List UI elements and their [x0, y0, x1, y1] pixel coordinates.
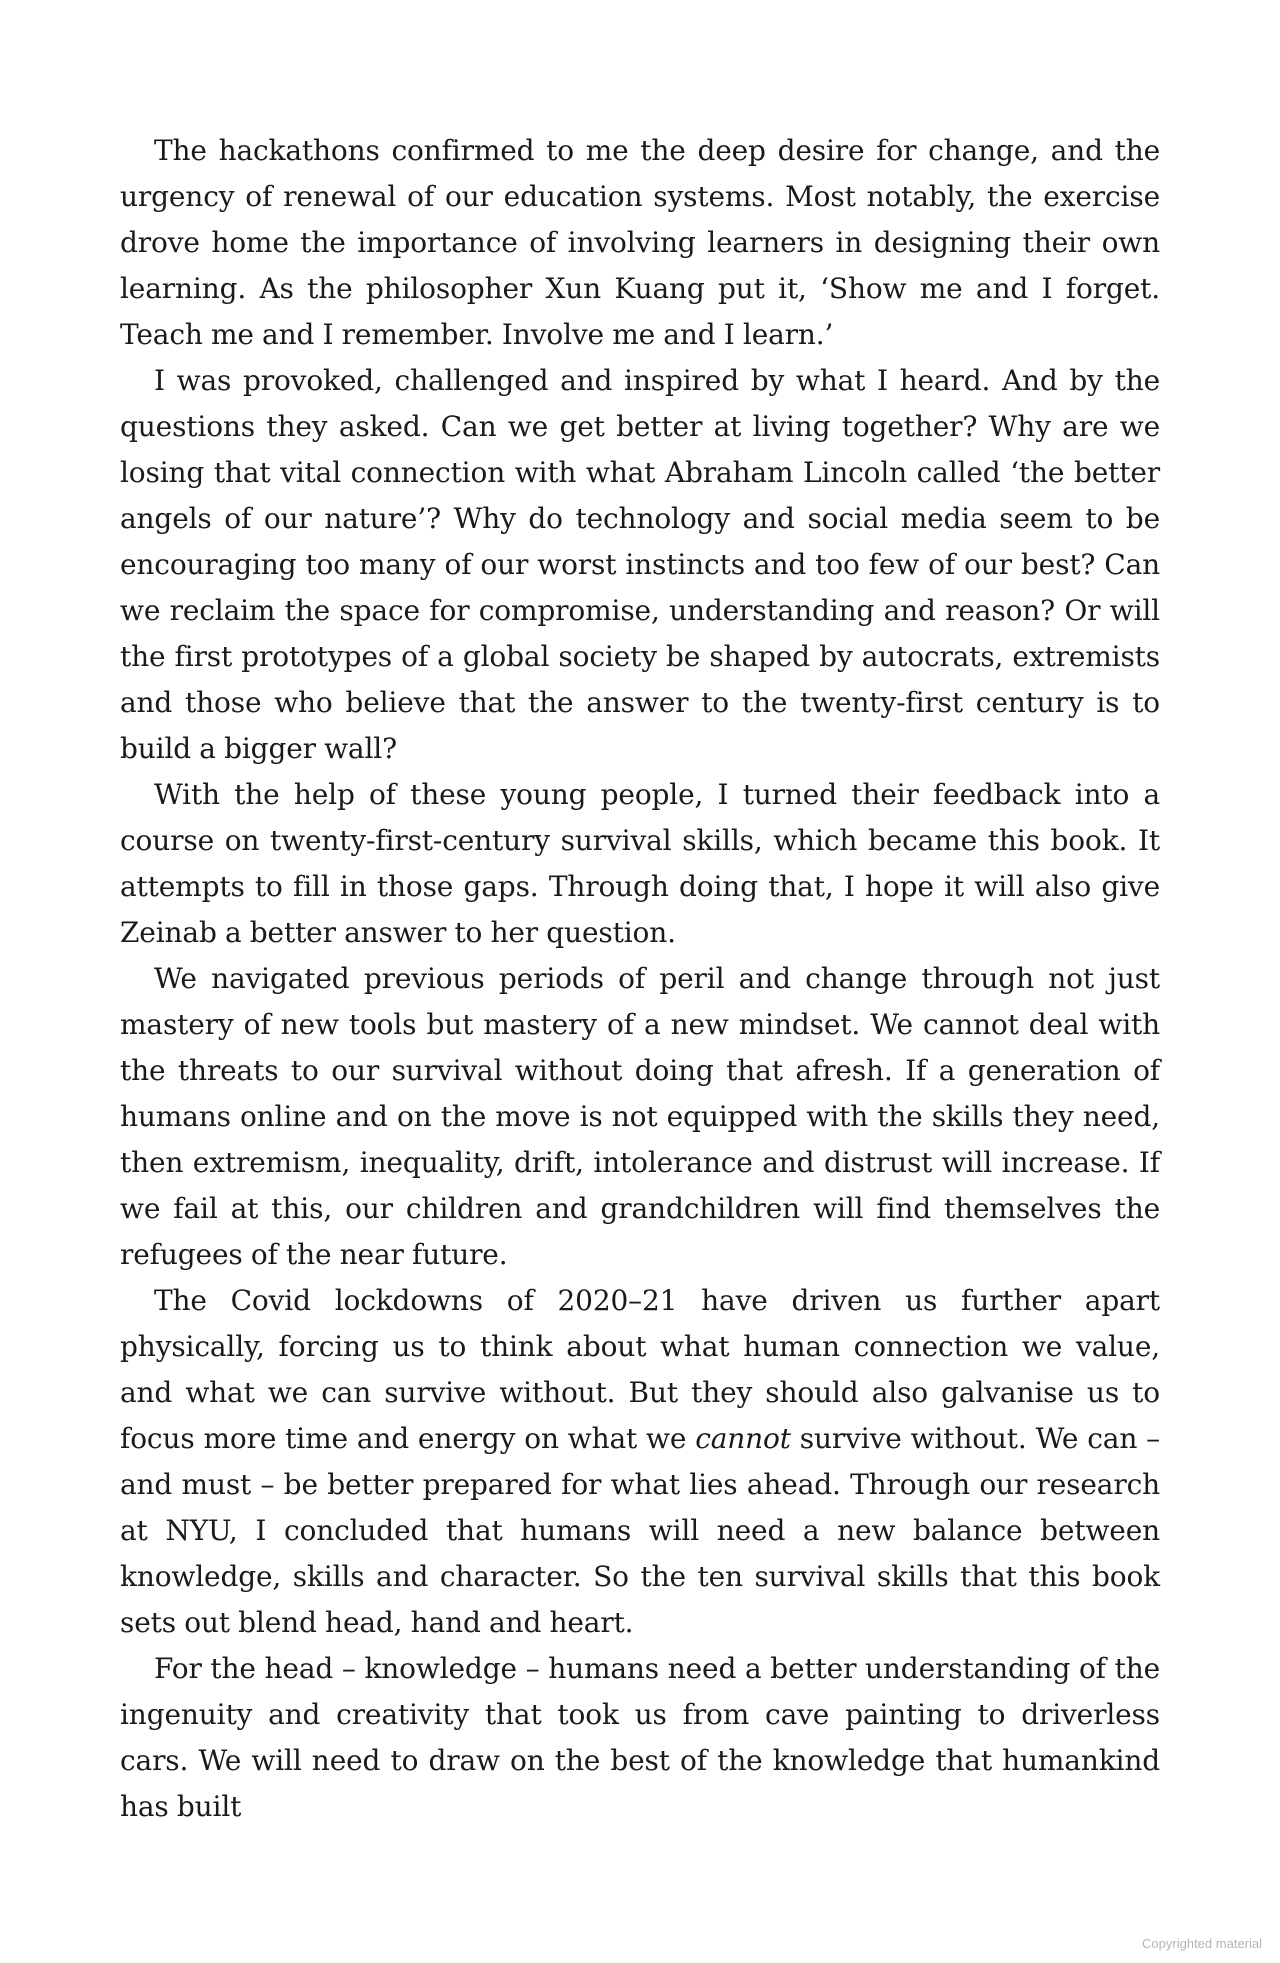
emphasis-cannot: cannot: [695, 1422, 791, 1455]
copyright-watermark: Copyrighted material: [1142, 1936, 1262, 1951]
paragraph-covid-text-after: survive without. We can – and must – be better prepared for what lies ahead. Through our research at NYU, I concluded that humans will need a new balance between knowledge, skills and character. So the ten survival skills that this book sets out blend head, hand and heart.: [120, 1422, 1160, 1639]
paragraph-covid-lockdowns: [120, 1278, 1160, 1646]
paragraph-covid-text-before: The Covid lockdowns of 2020–21 have driven us further apart physically, forcing us to think about what human connection we value, and what we can survive without. But they should also galvanise us to focus more time and energy on what we: [120, 1284, 1160, 1455]
paragraph-hackathons: The hackathons confirmed to me the deep desire for change, and the urgency of renewal of our education systems. Most notably, the exercise drove home the importance of involving learners in designing their own learning. As the philosopher Xun Kuang put it, ‘Show me and I forget. Teach me and I remember. Involve me and I learn.’: [120, 134, 1160, 351]
paragraph-head-knowledge: For the head – knowledge – humans need a better understanding of the ingenuity and creativity that took us from cave painting to driverless cars. We will need to draw on the best of the knowledge that humankind has built: [120, 1652, 1160, 1823]
paragraph-previous-periods: We navigated previous periods of peril and change through not just mastery of new tools but mastery of a new mindset. We cannot deal with the threats to our survival without doing that afresh. If a generation of humans online and on the move is not equipped with the skills they need, then extremism, inequality, drift, intolerance and distrust will increase. If we fail at this, our children and grandchildren will find themselves the refugees of the near future.: [120, 962, 1160, 1271]
paragraph-provoked: I was provoked, challenged and inspired by what I heard. And by the questions they asked. Can we get better at living together? Why are we losing that vital connection with what Abraham Lincoln called ‘the better angels of our nature’? Why do technology and social media seem to be encouraging too many of our worst instincts and too few of our best? Can we reclaim the space for compromise, understanding and reason? Or will the first prototypes of a global society be shaped by autocrats, extremists and those who believe that the answer to the twenty-first century is to build a bigger wall?: [120, 364, 1160, 765]
paragraph-young-people: With the help of these young people, I turned their feedback into a course on twenty-first-century survival skills, which became this book. It attempts to fill in those gaps. Through doing that, I hope it will also give Zeinab a better answer to her question.: [120, 778, 1160, 949]
book-page-body: [120, 128, 1160, 1830]
